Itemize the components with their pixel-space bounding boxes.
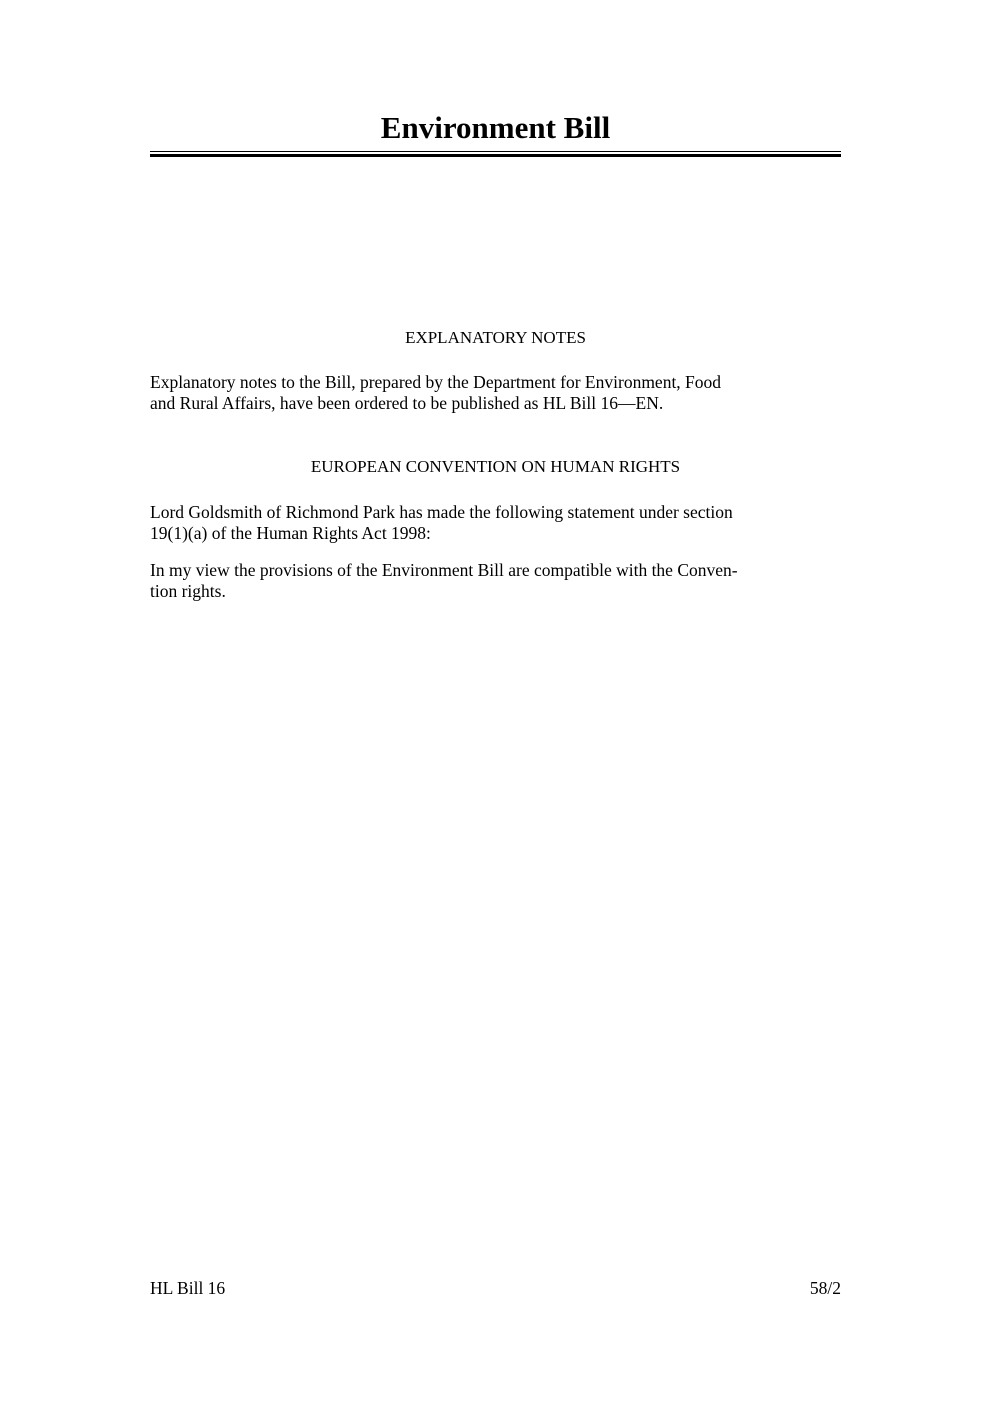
paragraph-line: Lord Goldsmith of Richmond Park has made the following statement under section	[150, 502, 733, 522]
echr-heading: EUROPEAN CONVENTION ON HUMAN RIGHTS	[310, 457, 681, 476]
paragraph-line: Explanatory notes to the Bill, prepared by the Department for Environment, Food	[150, 372, 722, 392]
paragraph-line: 19(1)(a) of the Human Rights Act 1998:	[150, 523, 431, 543]
paragraph-line: and Rural Affairs, have been ordered to be published as HL Bill 16—EN.	[150, 393, 664, 413]
title-rule-thin	[150, 151, 841, 152]
echr-statement-paragraph	[150, 502, 841, 544]
footer-bill-number: HL Bill 16	[150, 1278, 226, 1298]
footer-page-reference: 58/2	[809, 1278, 841, 1298]
title-rule-thick	[150, 154, 841, 157]
paragraph-line: tion rights.	[150, 581, 226, 601]
document-title: Environment Bill	[380, 110, 611, 145]
echr-view-paragraph	[150, 560, 841, 602]
explanatory-notes-heading: EXPLANATORY NOTES	[405, 328, 586, 347]
paragraph-line: In my view the provisions of the Environment Bill are compatible with the Conven-	[150, 560, 738, 580]
explanatory-notes-paragraph	[150, 372, 841, 414]
